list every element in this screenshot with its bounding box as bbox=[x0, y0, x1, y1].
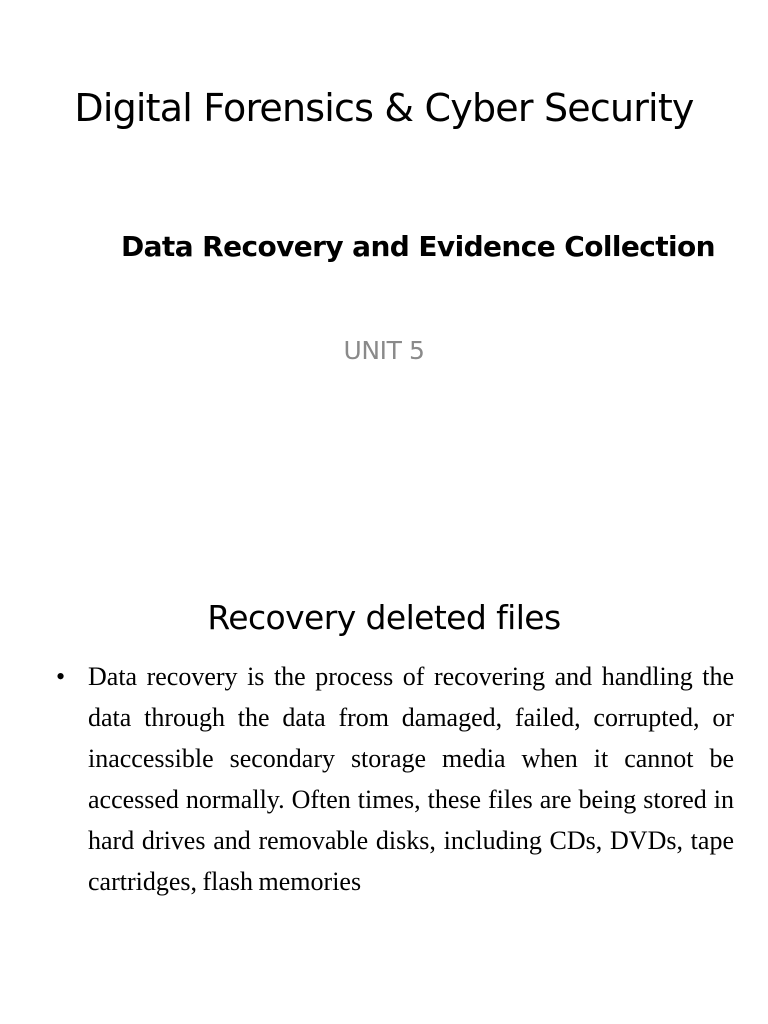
content-slide bbox=[0, 512, 768, 1024]
slide-subtitle: Data Recovery and Evidence Collection bbox=[120, 230, 716, 263]
slide-title: Digital Forensics & Cyber Security bbox=[74, 86, 694, 130]
unit-label: UNIT 5 bbox=[343, 336, 425, 365]
bullet-item bbox=[54, 656, 734, 902]
section-title: Recovery deleted files bbox=[207, 598, 561, 637]
bullet-text: Data recovery is the process of recovering and handling the data through the data from damaged, failed, corrupted, or inaccessible secondary storage media when it cannot be accessed normally. Often times, these files are being stored in hard drives and removable disks, including CDs, DVDs, tape cartridges, flash memories bbox=[88, 662, 734, 896]
bullet-icon: • bbox=[56, 662, 66, 691]
bullet-list bbox=[54, 656, 734, 902]
